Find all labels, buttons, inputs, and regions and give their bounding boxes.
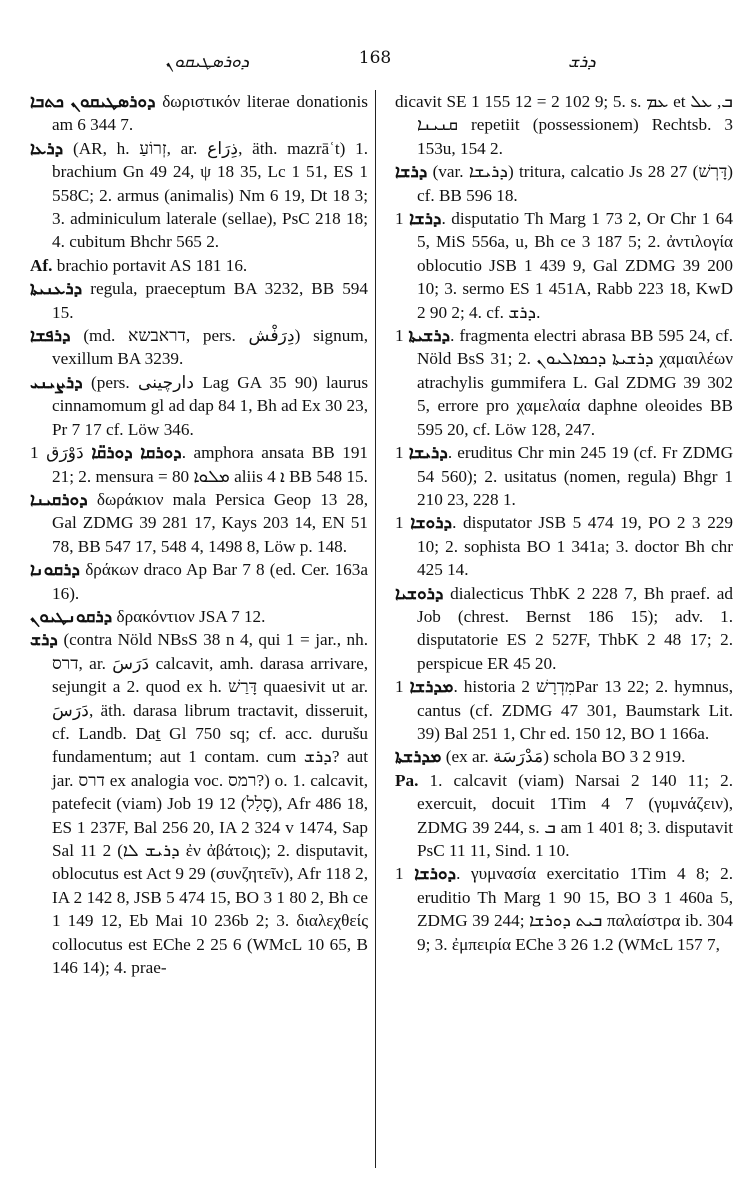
entry xyxy=(395,511,733,581)
entry-text: 1. disputator JSB 5 474 19, PO 2 3 229 10; 2. sophista BO 1 341a; 3. doctor Bh chr 425 14. xyxy=(395,513,733,580)
entry xyxy=(395,324,733,441)
headword: ܡܕܪܫܐ xyxy=(409,677,454,697)
entry xyxy=(395,160,733,207)
entry-text: (contra Nöld NBsS 38 n 4, qui 1 = jar., nh. דרס, ar. دَرَسَ calcavit, amh. darasa arrivare, sejungit a 2. quod ex h. דָּרַשׁ quaesivit ut ar. دَرَسَ, äth. darasa librum tractavit, disseruit, cf. Landb. Daṯ Gl 750 sq; cf. acc. durušu fundamentum; aut 1 contam. cum ܕܪܫ? aut jar. דרס ex analogia voc. רמס?) o. 1. calcavit, patefecit (viam) Job 19 12 (סָלַל), Afr 486 18, ES 1 237F, Bal 256 20, IA 2 324 v 1474, Sap Sal 11 2 (ܕܪܝܫ ܠܐ ἐν ἀβάτοις); 2. disputavit, oblocutus est Act 9 29 (συνζητεῖν), Afr 118 2, IA 2 142 8, JSB 5 474 15, BO 3 1 80 2, Bh ce 1 149 12, Eb Mai 10 236b 2; 3. διαλεχθείς collocutus est EChe 2 25 6 (WMcL 10 65, B 146 14); 4. prae- xyxy=(52,630,369,978)
entry xyxy=(30,558,368,605)
headword: ܕܪܘܫܝܐ xyxy=(395,583,444,603)
headword: ܕܘܪܩܝܢܐ xyxy=(30,489,88,509)
entry xyxy=(30,90,368,137)
entry-text: 1. calcavit (viam) Narsai 2 140 11; 2. exercuit, docuit 1Tim 4 7 (γυμνάζειν), ZDMG 39 244, s. ܒ am 1 401 8; 3. disputavit PsC 11 11, Sind. 1 10. xyxy=(417,770,734,860)
page-header xyxy=(0,48,750,76)
entry-text: (ex ar. مَدْرَسَة) schola BO 3 2 919. xyxy=(445,747,686,767)
headword: ܕܘܪܣܛܝܩܘܢ ܟܬܒܐ xyxy=(30,92,156,111)
entry-text: δρακόντιον JSA 7 12. xyxy=(116,606,266,626)
entry xyxy=(395,862,733,956)
entry xyxy=(395,769,733,863)
headword: ܕܪܫܐ xyxy=(395,162,428,182)
entry xyxy=(30,254,368,277)
left-column xyxy=(30,90,368,979)
entry xyxy=(395,90,733,160)
entry xyxy=(30,441,368,488)
headword: ܕܘܪܩܐ ܕܘܪܩ̈ܐ xyxy=(91,443,182,463)
entry-text: (pers. دارچینی Lag GA 35 90) laurus cinnamomum gl ad dap 84 1, Bh ad Ex 30 23, Pr 7 17 cf. Löw 346. xyxy=(52,372,369,439)
headword: ܕܪܩܘܢܐ xyxy=(30,560,80,580)
right-column xyxy=(395,90,733,956)
headword: ܕܪܫܝܬܐ xyxy=(408,326,451,346)
entry xyxy=(30,371,368,441)
entry-text: δράκων draco Ap Bar 7 8 (ed. Cer. 163a 16). xyxy=(52,560,368,603)
header-catchword-right: ܕܪܫ xyxy=(568,52,596,72)
entry-text: dialecticus ThbK 2 228 7, Bh praef. ad Job (chrest. Bernst 186 15); adv. 1. disputatorie ES 2 527F, ThbK 2 48 17; 2. perspicue ER 45 20. xyxy=(417,583,734,673)
entry xyxy=(395,441,733,511)
entry xyxy=(395,582,733,676)
entry xyxy=(395,675,733,745)
entry-text: brachio portavit AS 181 16. xyxy=(56,255,248,275)
entry xyxy=(395,745,733,768)
headword: ܕܪܫ xyxy=(30,630,58,650)
headword: ܕܪܫܐ xyxy=(409,209,442,229)
entry xyxy=(30,324,368,371)
entry-text: δωριστικόν literae donationis am 6 344 7. xyxy=(52,92,368,135)
headword: ܕܪܨܝܢܝ xyxy=(30,372,83,392)
entry-text: (var. ܕܪܝܫܐ) tritura, calcatio Js 28 27 (דָּרְשׁ) cf. BB 596 18. xyxy=(417,162,733,205)
entry-text: regula, praeceptum BA 3232, BB 594 15. xyxy=(52,279,368,322)
headword: Af. xyxy=(30,255,53,275)
headword: ܕܪܝܫܐ xyxy=(408,443,448,463)
entry xyxy=(395,207,733,324)
entry xyxy=(30,488,368,558)
headword: ܕܪܥܢܝܬܐ xyxy=(30,279,83,299)
headword: ܕܘܪܫܐ xyxy=(414,864,457,884)
entry-text: δωράκιον mala Persica Geop 13 28, Gal ZDMG 39 281 17, Kays 203 14, EN 51 78, BB 547 17, 548 4, 1498 8, Löw p. 148. xyxy=(52,489,369,556)
entry xyxy=(30,277,368,324)
headword: ܕܪܥܐ xyxy=(30,138,64,158)
entry-text: 1. disputatio Th Marg 1 73 2, Or Chr 1 64 5, MiS 556a, u, Bh ce 3 187 5; 2. ἀντιλογία oblocutio JSB 1 439 9, Gal ZDMG 39 200 10; 3. sermo ES 1 451A, Rabb 223 18, KwD 2 90 2; 4. cf. ܕܪܫ. xyxy=(395,209,733,322)
entry-text: 1. historia מִדְרָשׁ 2Par 13 22; 2. hymnus, cantus (cf. ZDMG 47 301, Baumstark Lit. 39) Bal 251 1, Chr ed. 150 12, BO 1 166a. xyxy=(395,677,733,743)
entry-text: 1. eruditus Chr min 245 19 (cf. Fr ZDMG 54 560); 2. usitatus (nomen, regula) Bhgr 1 210 23, 228 1. xyxy=(395,443,733,509)
entry xyxy=(30,628,368,979)
headword: ܕܪܘܫܐ xyxy=(410,513,453,533)
entry xyxy=(30,137,368,254)
entry-text: دَوْرَق 1. amphora ansata BB 191 21; 2. mensura = 80 ܡܠܘܐ aliis 4 ܐ BB 548 15. xyxy=(30,443,369,486)
headword: Pa. xyxy=(395,770,419,790)
headword: ܕܪܩܘܢܛܝܘܢ xyxy=(30,606,113,626)
header-catchword-left: ܕܘܪܣܛܝܩܘܢ xyxy=(165,52,250,72)
column-divider xyxy=(375,90,376,1168)
entry-text: (AR, h. זְרוֹעַ, ar. ذِرَاع, äth. mazrāʿt) 1. brachium Gn 49 24, ψ 18 35, Lc 1 51, ES 1 558C; 2. armus (animalis) Nm 6 19, Dt 18 3; 3. adminiculum laterale (sellae), PsC 218 18; 4. cubitum Bhchr 565 2. xyxy=(52,138,369,252)
page-number: 168 xyxy=(358,48,392,68)
entry xyxy=(30,605,368,628)
entry-text: 1. fragmenta electri abrasa BB 595 24, cf. Nöld BsS 31; 2. ܕܪܫܝܬܐ ܕܟܡܐܠܝܘܢ χαμαιλέων atrachylis gummifera L. Gal ZDMG 39 302 5, errore pro χαμελαία daphne oleoides BB 595 20, cf. Löw 128, 247. xyxy=(395,326,734,439)
headword: ܕܪܦܫܐ xyxy=(30,326,71,346)
entry-text: dicavit SE 1 155 12 = 2 102 9; 5. s. ܥܡ et ܒ, ܥܠ ܩܢܝܢܐ repetiit (possessionem) Rechtsb. 3 153u, 154 2. xyxy=(395,92,733,158)
entry-text: 1. γυμνασία exercitatio 1Tim 4 8; 2. eruditio Th Marg 1 90 15, BO 3 1 460a 5, ZDMG 39 244; ܒܝܬ ܕܘܪܫܐ παλαίστρα ib. 304 9; 3. ἐμπειρία EChe 3 26 1.2 (WMcL 157 7, xyxy=(395,864,733,954)
headword: ܡܕܪܫܬܐ xyxy=(395,747,442,767)
entry-text: (md. דראבשא, pers. دِرَفْش) signum, vexillum BA 3239. xyxy=(52,326,368,369)
